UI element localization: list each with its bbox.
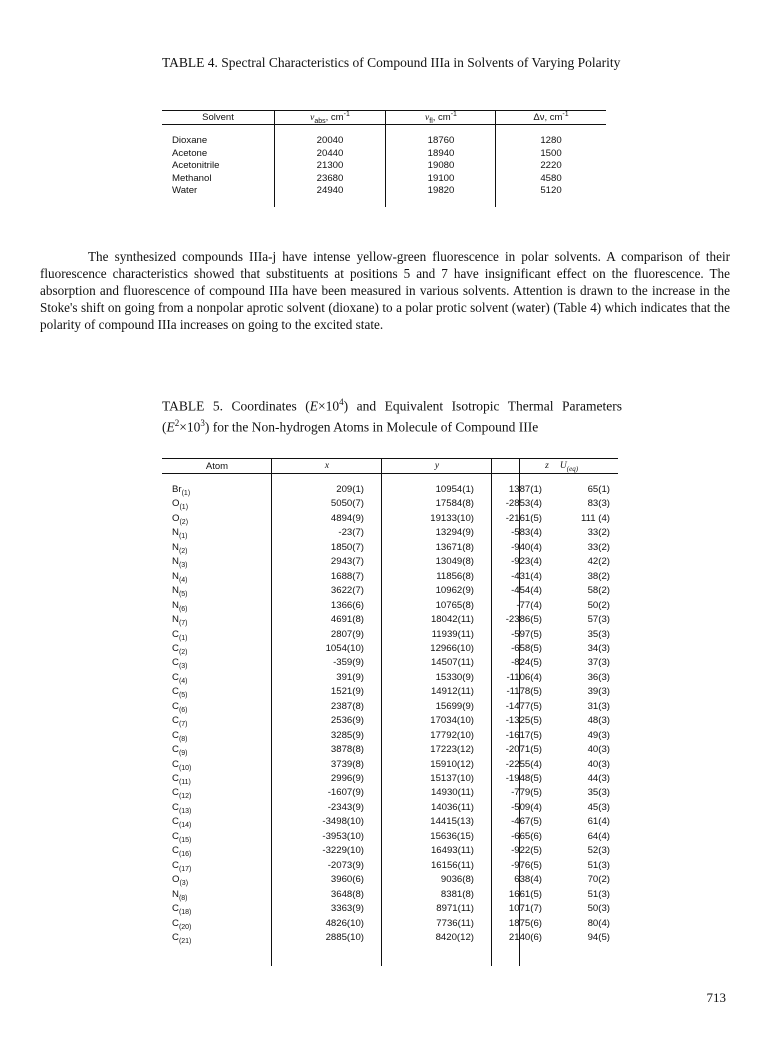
atom-element: C [172,700,179,712]
u-cell: 65(1) [587,484,610,495]
page-number: 713 [706,990,726,1005]
atom-index: (8) [178,735,188,743]
x-cell: -3229(10) [322,845,364,857]
atom-element: N [172,556,179,568]
atom-cell [172,600,262,613]
atom-cell [172,686,262,699]
x-cell: -2343(9) [327,801,364,813]
z-cell: -467(5) [511,816,542,828]
shift-cell: 1280 [540,135,562,146]
solvent-cell: Methanol [172,172,212,184]
z-cell: 2140(6) [508,931,542,943]
y-cell: 8971(11) [436,903,474,915]
y-cell: 17584(8) [435,498,474,510]
u-cell: 35(3) [587,787,610,799]
u-cell: 50(2) [587,599,610,611]
y-cell: 11856(8) [436,570,474,582]
x-cell: 2996(9) [330,773,364,784]
atom-cell [172,585,262,598]
atom-element: Br [172,484,182,495]
u-cell: 58(2) [587,585,610,597]
u-cell: 57(3) [587,614,610,626]
u-cell: 37(3) [587,657,610,669]
u-cell: 44(3) [587,773,610,784]
atom-index: (6) [178,605,188,613]
y-cell: 9036(8) [440,874,474,886]
z-cell: -824(5) [511,657,542,669]
table5-header-u: $U_{(eq)}$ [559,461,579,473]
u-cell: 36(3) [587,671,610,683]
u-cell: 49(3) [587,729,610,741]
atom-element: C [172,715,179,727]
y-cell: 15699(9) [435,700,474,712]
atom-index: (2) [178,547,188,555]
atom-index: (15) [178,836,192,844]
x-cell: -2073(9) [327,859,364,871]
x-cell: 1688(7) [330,570,364,582]
atom-cell [172,889,262,902]
table5-caption: TABLE 5. Coordinates $(E\times 10^4)$ and Equivalent Isotropic Thermal Parameters $(E^2\times 10^3)$ for the Non-hydrogen Atoms in Molecule of Compound IIIe [162,397,622,434]
atom-cell [172,657,262,670]
atom-element: C [172,744,179,756]
u-cell: 70(2) [587,874,610,886]
atom-element: C [172,787,179,799]
atom-index: (3) [179,880,189,888]
u-cell: 52(3) [587,845,610,857]
x-cell: 4826(10) [325,917,364,929]
atom-index: (2) [178,648,188,656]
z-cell: -77(4) [516,599,542,611]
z-cell: -1948(5) [505,773,542,784]
atom-element: N [172,614,179,626]
y-cell: 15137(10) [430,773,474,784]
y-cell: 16156(11) [430,859,474,871]
u-cell: 94(5) [587,931,610,943]
y-cell: 13294(9) [435,527,474,539]
y-cell: 15910(12) [430,758,474,770]
x-cell: -359(9) [333,657,364,669]
u-cell: 61(4) [587,816,610,828]
y-cell: 10954(1) [435,484,474,495]
x-cell: 2885(10) [325,931,364,943]
z-cell: -2161(5) [505,512,542,524]
atom-cell [172,556,262,569]
atom-element: O [172,512,180,524]
y-cell: 15636(15) [430,830,474,842]
u-cell: 39(3) [587,686,610,698]
z-cell: -1325(5) [505,715,542,727]
shift-cell: 1500 [540,147,562,159]
table5-header-rule [162,473,618,474]
atom-cell [172,787,262,800]
z-cell: -1477(5) [505,700,542,712]
atom-index: (17) [178,865,192,873]
u-cell: 51(3) [587,859,610,871]
atom-cell [172,744,262,757]
atom-cell [172,730,262,743]
y-cell: 8381(8) [440,888,474,900]
atom-element: N [172,527,179,539]
x-cell: 5050(7) [330,498,364,510]
atom-index: (14) [178,822,192,830]
atom-index: (9) [178,750,188,757]
z-cell: 1875(6) [508,917,542,929]
x-cell: 3960(6) [330,874,364,886]
atom-element: C [172,657,179,669]
y-cell: 17792(10) [430,729,474,741]
atom-cell [172,715,262,728]
u-cell: 83(3) [587,498,610,510]
x-cell: 2387(8) [330,700,364,712]
y-cell: 17034(10) [430,715,474,727]
atom-cell [172,816,262,829]
atom-index: (5) [178,591,188,599]
solvent-cell: Acetone [172,147,208,159]
x-cell: 3363(9) [330,903,364,915]
u-cell: 33(2) [587,541,610,553]
z-cell: 1071(7) [508,903,542,915]
atom-cell [172,903,262,916]
atom-index: (3) [178,663,188,671]
table4-header-fl: $\nu_{fl}$, $cm^{-1}$ [425,111,457,126]
x-cell: 1054(10) [325,642,364,654]
u-cell: 40(3) [587,744,610,756]
u-cell: 38(2) [587,570,610,582]
u-cell: 51(3) [587,888,610,900]
atom-element: C [172,931,179,943]
y-cell: 13049(8) [435,556,474,568]
x-cell: 1366(6) [330,599,364,611]
atom-index: (1) [179,504,189,512]
x-cell: -3953(10) [322,830,364,842]
atom-element: O [172,498,180,510]
y-cell: 13671(8) [435,541,474,553]
z-cell: -2071(5) [505,744,542,756]
table4-header-shift: Δν, $cm^{-1}$ [533,111,569,124]
abs-cell: 20040 [316,135,344,146]
atom-cell [172,614,262,627]
atom-element: C [172,758,179,770]
atom-index: (7) [178,619,188,627]
z-cell: -2853(4) [505,498,542,510]
shift-cell: 5120 [540,185,562,196]
z-cell: -2386(5) [505,614,542,626]
table4-header-solvent: Solvent [202,112,234,123]
atom-index: (3) [178,562,188,570]
table4-caption: TABLE 4. Spectral Characteristics of Compound IIIa in Solvents of Varying Polarity [162,55,621,70]
y-cell: 14930(11) [430,787,474,799]
atom-element: N [172,570,179,582]
x-cell: 3878(8) [330,744,364,756]
fl-cell: 19080 [427,160,455,171]
atom-element: C [172,801,179,813]
atom-index: (21) [178,937,192,945]
fl-cell: 19100 [427,172,455,184]
atom-element: N [172,599,179,611]
atom-cell [172,527,262,540]
atom-cell [172,571,262,584]
atom-index: (16) [178,851,192,859]
atom-element: C [172,773,179,784]
atom-index: (11) [178,778,191,786]
atom-element: C [172,830,179,842]
solvent-cell: Water [172,185,198,196]
u-cell: 33(2) [587,527,610,539]
atom-cell [172,831,262,844]
x-cell: 3622(7) [330,585,364,597]
abs-cell: 24940 [316,185,344,196]
table5-header-y: y [434,461,440,471]
atom-cell [172,513,262,526]
z-cell: -658(5) [511,642,542,654]
atom-element: N [172,888,179,900]
y-cell: 16493(11) [430,845,474,857]
table5-top-rule [162,458,618,459]
x-cell: -1607(9) [327,787,364,799]
abs-cell: 23680 [316,172,344,184]
atom-element: N [172,585,179,597]
atom-index: (1) [178,533,188,541]
y-cell: 14507(11) [430,657,474,669]
u-cell: 34(3) [587,642,610,654]
fl-cell: 19820 [427,185,455,196]
x-cell: 2536(9) [330,715,364,727]
atom-cell [172,860,262,873]
x-cell: 3285(9) [330,729,364,741]
u-cell: 45(3) [587,801,610,813]
x-cell: 2943(7) [330,556,364,568]
x-cell: -3498(10) [322,816,364,828]
u-cell: 35(3) [587,628,610,640]
x-cell: 2807(9) [330,628,364,640]
y-cell: 7736(11) [436,917,474,929]
body-paragraph [40,248,730,333]
x-cell: 4691(8) [330,614,364,626]
atom-cell [172,643,262,656]
y-cell: 14036(11) [430,801,474,813]
x-cell: 3739(8) [330,758,364,770]
atom-index: (7) [178,721,188,729]
z-cell: -779(5) [511,787,542,799]
atom-index: (6) [178,706,188,714]
z-cell: -597(5) [511,628,542,640]
paragraph-text: The synthesized compounds IIIa-j have intense yellow-green fluorescence in polar solvents. A comparison of their fluorescence characteristics showed that substituents at positions 5 and 7 have insignificant effect on the fluorescence. The absorption and fluorescence of compound IIIa have been measured in various solvents. Attention is drawn to the increase in the Stoke's shift on going from a nonpolar aprotic solvent (dioxane) to a polar protic solvent (water) (Table 4) which indicates that the polarity of compound IIIa increases on going to the excited state. [40,249,730,332]
y-cell: 12966(10) [430,642,474,654]
y-cell: 11939(11) [431,628,474,640]
z-cell: -976(5) [511,859,542,871]
y-cell: 8420(12) [435,931,474,943]
abs-cell: 20440 [316,147,344,159]
z-cell: -583(4) [511,527,542,539]
atom-element: C [172,686,179,698]
atom-index: (12) [178,793,192,801]
shift-cell: 4580 [540,172,562,184]
atom-cell [172,629,262,642]
y-cell: 14912(11) [430,686,474,698]
atom-element: C [172,816,179,828]
table5-header-z: z [545,461,549,471]
atom-cell [172,672,262,685]
table5-header-x: x [324,461,330,471]
z-cell: 1387(1) [508,484,542,495]
z-cell: 1661(5) [508,888,542,900]
table5-header-atom: Atom [205,461,229,472]
z-cell: -431(4) [511,570,542,582]
atom-index: (4) [178,576,188,584]
u-cell: 80(4) [587,917,610,929]
atom-element: C [172,859,179,871]
solvent-cell: Acetonitrile [172,160,220,171]
y-cell: 15330(9) [435,671,474,683]
atom-element: C [172,903,179,915]
x-cell: -23(7) [338,527,364,539]
atom-cell [172,918,262,931]
y-cell: 10962(9) [435,585,474,597]
y-cell: 10765(8) [435,599,474,611]
u-cell: 31(3) [587,700,610,712]
atom-cell [172,802,262,815]
atom-element: C [172,671,179,683]
atom-element: C [172,628,179,640]
atom-cell [172,498,262,511]
z-cell: -454(4) [511,585,542,597]
atom-element: C [172,729,179,741]
x-cell: 1850(7) [330,541,364,553]
atom-index: (8) [178,894,188,902]
fl-cell: 18940 [427,147,455,159]
z-cell: -509(4) [511,801,542,813]
z-cell: -1617(5) [505,729,542,741]
u-cell: 40(3) [587,758,610,770]
x-cell: 1521(9) [330,686,364,698]
z-cell: -1178(5) [506,686,542,698]
u-cell: 111 (4) [581,512,610,524]
x-cell: 209(1) [336,484,364,495]
atom-cell [172,701,262,714]
atom-element: O [172,874,180,886]
abs-cell: 21300 [316,160,344,171]
atom-cell [172,874,262,887]
atom-index: (13) [178,807,192,815]
u-cell: 50(3) [587,903,610,915]
y-cell: 14415(13) [430,816,474,828]
atom-cell [172,484,262,497]
z-cell: -1106(4) [506,671,542,683]
atom-cell [172,932,262,945]
fl-cell: 18760 [427,135,455,146]
z-cell: -923(4) [511,556,542,568]
atom-index: (20) [178,923,192,931]
x-cell: 3648(8) [330,888,364,900]
atom-index: (1) [181,489,191,497]
atom-element: C [172,642,179,654]
table4-header-abs: $\nu_{abs}$, $cm^{-1}$ [310,111,350,126]
atom-element: N [172,541,179,553]
z-cell: -665(6) [511,830,542,842]
atom-cell [172,759,262,772]
z-cell: -2255(4) [505,758,542,770]
y-cell: 18042(11) [430,614,474,626]
x-cell: 391(9) [336,671,364,683]
atom-index: (1) [178,634,188,642]
shift-cell: 2220 [540,160,562,171]
atom-element: C [172,917,179,929]
atom-index: (10) [178,764,192,772]
atom-element: C [172,845,179,857]
z-cell: 638(4) [514,874,542,886]
atom-index: (5) [178,692,188,700]
y-cell: 19133(10) [430,512,474,524]
atom-cell [172,542,262,555]
atom-index: (4) [178,677,188,685]
atom-cell [172,773,262,786]
atom-index: (2) [179,518,189,526]
z-cell: -940(4) [511,541,542,553]
y-cell: 17223(12) [430,744,474,756]
u-cell: 42(2) [587,556,610,568]
atom-index: (18) [178,908,192,916]
x-cell: 4894(9) [330,512,364,524]
atom-cell [172,845,262,858]
u-cell: 48(3) [587,715,610,727]
solvent-cell: Dioxane [172,135,208,146]
u-cell: 64(4) [587,830,610,842]
z-cell: -922(5) [511,845,542,857]
